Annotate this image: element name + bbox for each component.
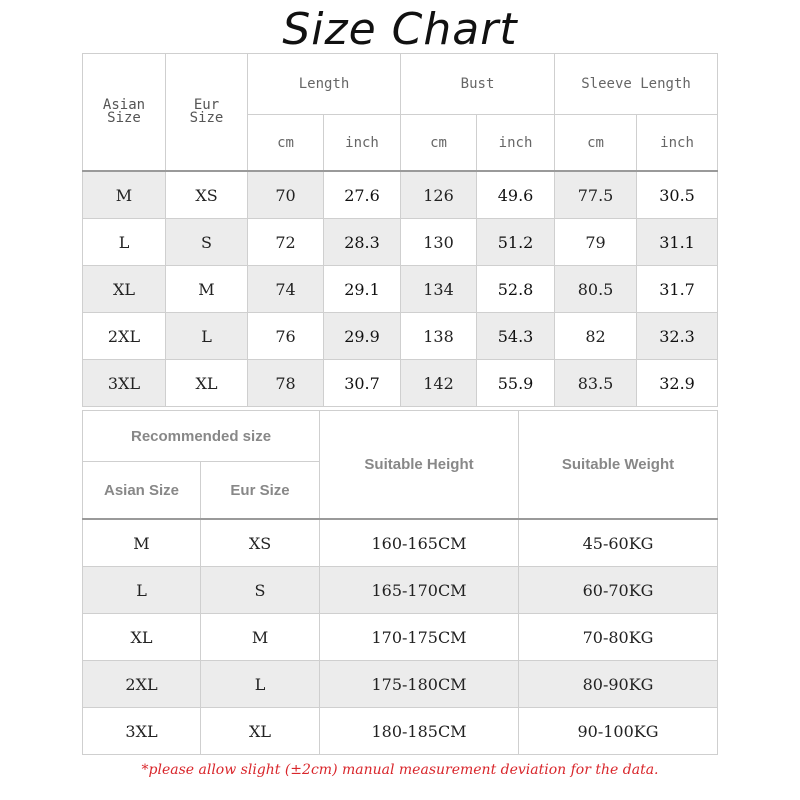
header-eur-size: Eur Size	[201, 462, 320, 520]
table-row	[83, 171, 718, 219]
table-row	[83, 661, 718, 708]
cell-bust-cm: 130	[401, 219, 477, 266]
cell-bust-inch: 55.9	[477, 360, 555, 407]
cell-eur: M	[166, 266, 248, 313]
cell-bust-inch: 54.3	[477, 313, 555, 360]
measurement-table	[82, 53, 718, 407]
cell-eur: XL	[166, 360, 248, 407]
cell-length-inch: 29.9	[324, 313, 401, 360]
cell-weight: 90-100KG	[519, 708, 718, 755]
cell-bust-inch: 51.2	[477, 219, 555, 266]
cell-length-cm: 78	[248, 360, 324, 407]
header-length-inch: inch	[324, 115, 401, 172]
cell-bust-inch: 49.6	[477, 171, 555, 219]
cell-asian: 2XL	[83, 661, 201, 708]
cell-eur: S	[166, 219, 248, 266]
cell-bust-inch: 52.8	[477, 266, 555, 313]
cell-bust-cm: 138	[401, 313, 477, 360]
cell-asian: XL	[83, 614, 201, 661]
cell-bust-cm: 126	[401, 171, 477, 219]
table-row	[83, 266, 718, 313]
cell-weight: 70-80KG	[519, 614, 718, 661]
cell-eur: M	[201, 614, 320, 661]
cell-sleeve-inch: 31.7	[637, 266, 718, 313]
header-length: Length	[248, 54, 401, 115]
table-row	[83, 567, 718, 614]
cell-sleeve-inch: 30.5	[637, 171, 718, 219]
cell-length-cm: 70	[248, 171, 324, 219]
cell-length-cm: 72	[248, 219, 324, 266]
measurement-note: *please allow slight (±2cm) manual measurement deviation for the data.	[141, 762, 659, 778]
table-row	[83, 219, 718, 266]
cell-height: 160-165CM	[320, 519, 519, 567]
cell-height: 165-170CM	[320, 567, 519, 614]
page-title: Size Chart	[282, 4, 518, 55]
cell-asian: XL	[83, 266, 166, 313]
header-sleeve-length: Sleeve Length	[555, 54, 718, 115]
cell-weight: 45-60KG	[519, 519, 718, 567]
cell-sleeve-inch: 32.9	[637, 360, 718, 407]
header-eur-size: Eur Size	[166, 54, 248, 172]
cell-length-cm: 76	[248, 313, 324, 360]
cell-asian: L	[83, 219, 166, 266]
cell-asian: 3XL	[83, 708, 201, 755]
table-row	[83, 360, 718, 407]
cell-eur: XS	[201, 519, 320, 567]
cell-eur: XS	[166, 171, 248, 219]
cell-weight: 80-90KG	[519, 661, 718, 708]
cell-length-inch: 28.3	[324, 219, 401, 266]
cell-eur: XL	[201, 708, 320, 755]
cell-sleeve-cm: 82	[555, 313, 637, 360]
header-asian-size: Asian Size	[83, 462, 201, 520]
cell-eur: L	[201, 661, 320, 708]
cell-sleeve-inch: 31.1	[637, 219, 718, 266]
cell-length-inch: 27.6	[324, 171, 401, 219]
cell-asian: 2XL	[83, 313, 166, 360]
header-bust-cm: cm	[401, 115, 477, 172]
cell-height: 170-175CM	[320, 614, 519, 661]
cell-bust-cm: 142	[401, 360, 477, 407]
header-bust: Bust	[401, 54, 555, 115]
cell-sleeve-cm: 79	[555, 219, 637, 266]
header-length-cm: cm	[248, 115, 324, 172]
cell-eur: L	[166, 313, 248, 360]
header-recommended-size: Recommended size	[83, 411, 320, 462]
cell-height: 175-180CM	[320, 661, 519, 708]
cell-bust-cm: 134	[401, 266, 477, 313]
table-row	[83, 519, 718, 567]
header-suitable-weight: Suitable Weight	[519, 411, 718, 520]
cell-sleeve-cm: 80.5	[555, 266, 637, 313]
table-row	[83, 708, 718, 755]
cell-asian: L	[83, 567, 201, 614]
cell-eur: S	[201, 567, 320, 614]
cell-asian: 3XL	[83, 360, 166, 407]
cell-length-inch: 29.1	[324, 266, 401, 313]
cell-sleeve-inch: 32.3	[637, 313, 718, 360]
recommended-size-table	[82, 410, 718, 755]
cell-weight: 60-70KG	[519, 567, 718, 614]
header-asian-size: Asian Size	[83, 54, 166, 172]
cell-sleeve-cm: 83.5	[555, 360, 637, 407]
cell-height: 180-185CM	[320, 708, 519, 755]
cell-asian: M	[83, 171, 166, 219]
cell-length-inch: 30.7	[324, 360, 401, 407]
header-sleeve-inch: inch	[637, 115, 718, 172]
header-bust-inch: inch	[477, 115, 555, 172]
table-row	[83, 614, 718, 661]
cell-sleeve-cm: 77.5	[555, 171, 637, 219]
header-sleeve-cm: cm	[555, 115, 637, 172]
header-suitable-height: Suitable Height	[320, 411, 519, 520]
cell-length-cm: 74	[248, 266, 324, 313]
table-row	[83, 313, 718, 360]
cell-asian: M	[83, 519, 201, 567]
